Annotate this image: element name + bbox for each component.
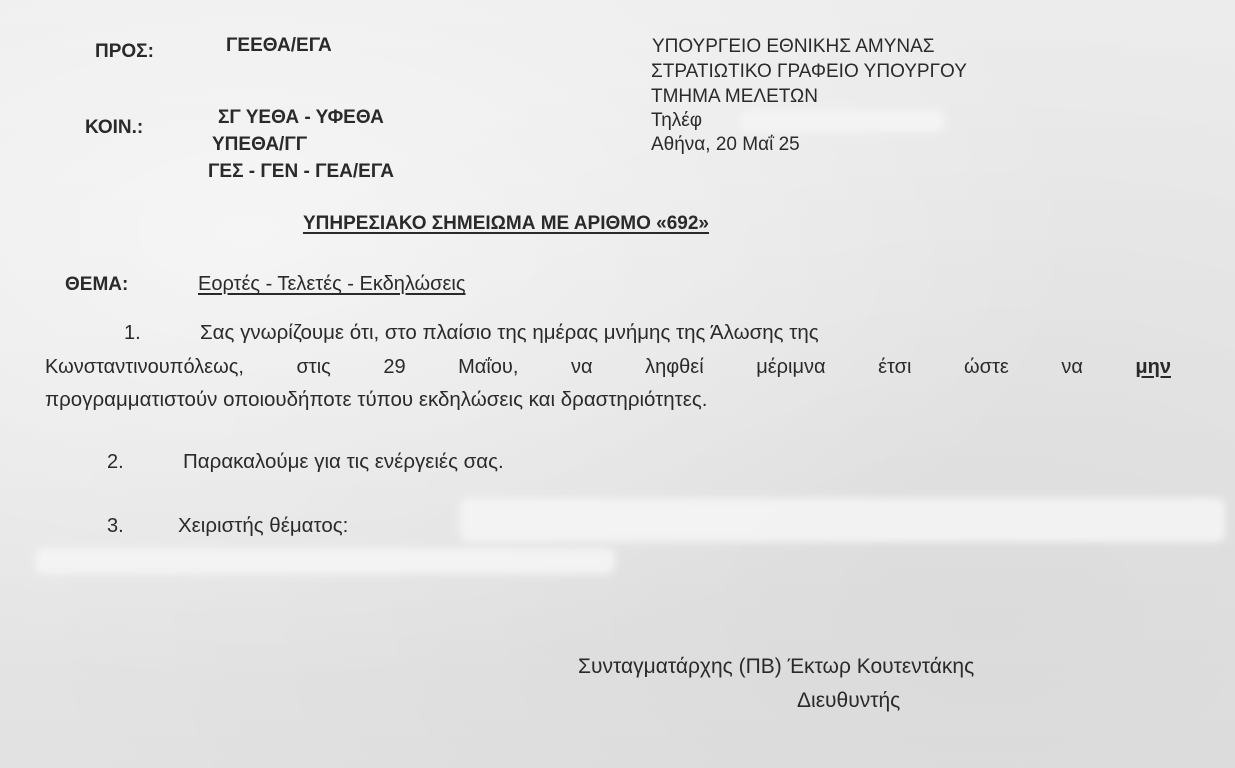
word: Μαΐου,: [458, 356, 519, 378]
cc-label: ΚΟΙΝ.:: [85, 117, 144, 138]
emphasized-word: μην: [1135, 356, 1171, 378]
word: 29: [383, 356, 406, 378]
phone-label: Τηλέφ: [651, 110, 703, 131]
sender-line-3: ΤΜΗΜΑ ΜΕΛΕΤΩΝ: [651, 86, 818, 107]
cc-line-1: ΣΓ ΥΕΘΑ - ΥΦΕΘΑ: [218, 107, 384, 128]
paragraph-1-number: 1.: [124, 322, 141, 344]
signature-name: Συνταγματάρχης (ΠΒ) Έκτωρ Κουτεντάκης: [578, 655, 975, 678]
subject-value: Εορτές - Τελετές - Εκδηλώσεις: [198, 273, 466, 295]
word: Κωνσταντινουπόλεως,: [45, 356, 244, 378]
cc-line-2: ΥΠΕΘΑ/ΓΓ: [212, 134, 308, 155]
memo-title: ΥΠΗΡΕΣΙΑΚΟ ΣΗΜΕΙΩΜΑ ΜΕ ΑΡΙΘΜΟ «692»: [303, 213, 709, 234]
paragraph-2-text: Παρακαλούμε για τις ενέργειές σας.: [183, 450, 504, 473]
word: μέριμνα: [756, 356, 826, 378]
word: στις: [296, 356, 331, 378]
redacted-phone: [740, 110, 945, 132]
paragraph-1-line-2: [45, 355, 1171, 379]
word: να: [1061, 356, 1083, 378]
sender-line-1: ΥΠΟΥΡΓΕΙΟ ΕΘΝΙΚΗΣ ΑΜΥΝΑΣ: [652, 36, 935, 57]
sender-line-2: ΣΤΡΑΤΙΩΤΙΚΟ ΓΡΑΦΕΙΟ ΥΠΟΥΡΓΟΥ: [651, 61, 967, 82]
word: ώστε: [963, 356, 1009, 378]
date-line: Αθήνα, 20 Μαΐ 25: [651, 134, 800, 155]
to-label: ΠΡΟΣ:: [95, 41, 154, 62]
redacted-handler-line-2: [35, 548, 615, 574]
paragraph-2-number: 2.: [107, 451, 124, 473]
paragraph-3-number: 3.: [107, 515, 124, 537]
word: έτσι: [878, 356, 912, 378]
signature-role: Διευθυντής: [797, 689, 901, 712]
subject-label: ΘΕΜΑ:: [65, 274, 129, 295]
word: να: [570, 356, 593, 378]
paragraph-3-text: Χειριστής θέματος:: [178, 514, 349, 537]
redacted-handler: [460, 498, 1225, 542]
paragraph-1-line-1: Σας γνωρίζουμε ότι, στο πλαίσιο της ημέρας μνήμης της Άλωσης της: [200, 321, 819, 344]
to-value: ΓΕΕΘΑ/ΕΓΑ: [226, 35, 332, 56]
cc-line-3: ΓΕΣ - ΓΕΝ - ΓΕΑ/ΕΓΑ: [208, 161, 394, 182]
paragraph-1-line-3: προγραμματιστούν οποιουδήποτε τύπου εκδηλώσεις και δραστηριότητες.: [45, 388, 708, 411]
word: ληφθεί: [645, 356, 704, 378]
